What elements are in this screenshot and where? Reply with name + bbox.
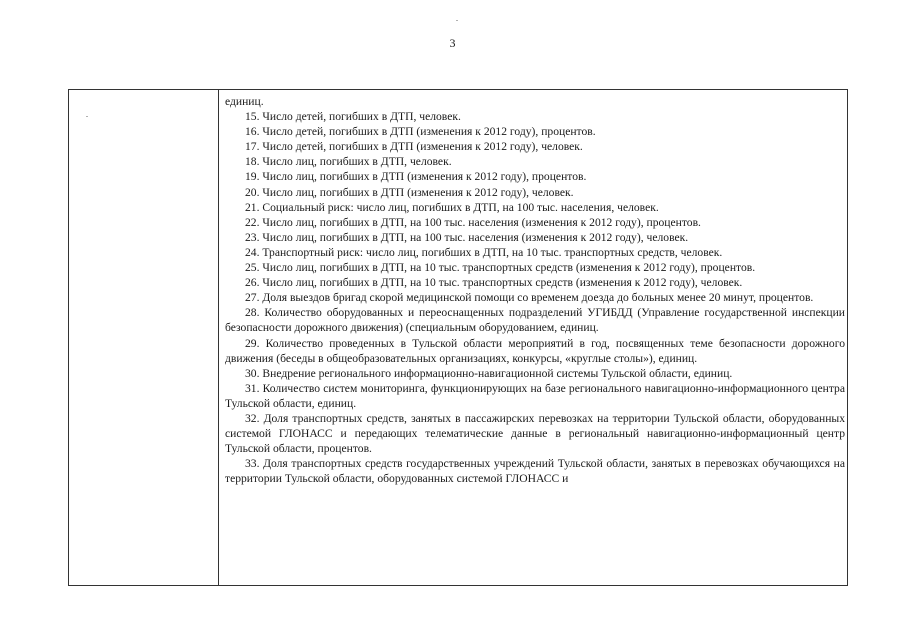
list-item: 29. Количество проведенных в Тульской области мероприятий в год, посвященных теме безопасности дорожного движения (беседы в общеобразовательных организациях, конкурсы, «круглые столы»), единиц. <box>225 336 845 365</box>
list-item: 17. Число детей, погибших в ДТП (изменения к 2012 году), человек. <box>245 140 583 154</box>
list-item: 16. Число детей, погибших в ДТП (изменения к 2012 году), процентов. <box>245 125 596 139</box>
list-item: 19. Число лиц, погибших в ДТП (изменения к 2012 году), процентов. <box>245 170 587 184</box>
list-item: 28. Количество оборудованных и переоснащенных подразделений УГИБДД (Управление государственной инспекции безопасности дорожного движения) (специальным оборудованием, единиц. <box>225 306 845 335</box>
list-item: 18. Число лиц, погибших в ДТП, человек. <box>245 155 452 169</box>
table-right-column <box>225 94 845 486</box>
list-item: 21. Социальный риск: число лиц, погибших в ДТП, на 100 тыс. населения, человек. <box>245 200 659 214</box>
list-item: 23. Число лиц, погибших в ДТП, на 100 тыс. населения (изменения к 2012 году), человек. <box>245 230 689 244</box>
list-item: 27. Доля выездов бригад скорой медицинской помощи со временем доезда до больных менее 20 минут, процентов. <box>245 291 814 305</box>
list-item: 15. Число детей, погибших в ДТП, человек. <box>245 110 461 124</box>
list-item: 20. Число лиц, погибших в ДТП (изменения к 2012 году), человек. <box>245 185 574 199</box>
list-item: единиц. <box>225 95 264 108</box>
document-table <box>68 89 848 586</box>
list-item: 24. Транспортный риск: число лиц, погибших в ДТП, на 10 тыс. транспортных средств, человек. <box>245 245 723 259</box>
list-item: 31. Количество систем мониторинга, функционирующих на базе регионального навигационно-информационного центра Тульской области, единиц. <box>225 381 845 410</box>
table-left-column <box>69 90 219 585</box>
page-number: 3 <box>449 36 456 50</box>
list-item: 22. Число лиц, погибших в ДТП, на 100 тыс. населения (изменения к 2012 году), процентов. <box>245 215 701 229</box>
list-item: 33. Доля транспортных средств государственных учреждений Тульской области, занятых в перевозках обучающихся на территории Тульской области, оборудованных системой ГЛОНАСС и <box>225 457 845 486</box>
list-item: 30. Внедрение регионального информационно-навигационной системы Тульской области, единиц. <box>245 366 733 380</box>
list-item: 25. Число лиц, погибших в ДТП, на 10 тыс. транспортных средств (изменения к 2012 году), процентов. <box>245 261 756 275</box>
list-item: 26. Число лиц, погибших в ДТП, на 10 тыс. транспортных средств (изменения к 2012 году), человек. <box>245 276 743 290</box>
scan-speck <box>456 20 458 21</box>
list-item: 32. Доля транспортных средств, занятых в пассажирских перевозках на территории Тульской области, оборудованных системой ГЛОНАСС и передающих телематические данные в региональный навигационно-информационный центр Тульской области, процентов. <box>225 411 845 456</box>
